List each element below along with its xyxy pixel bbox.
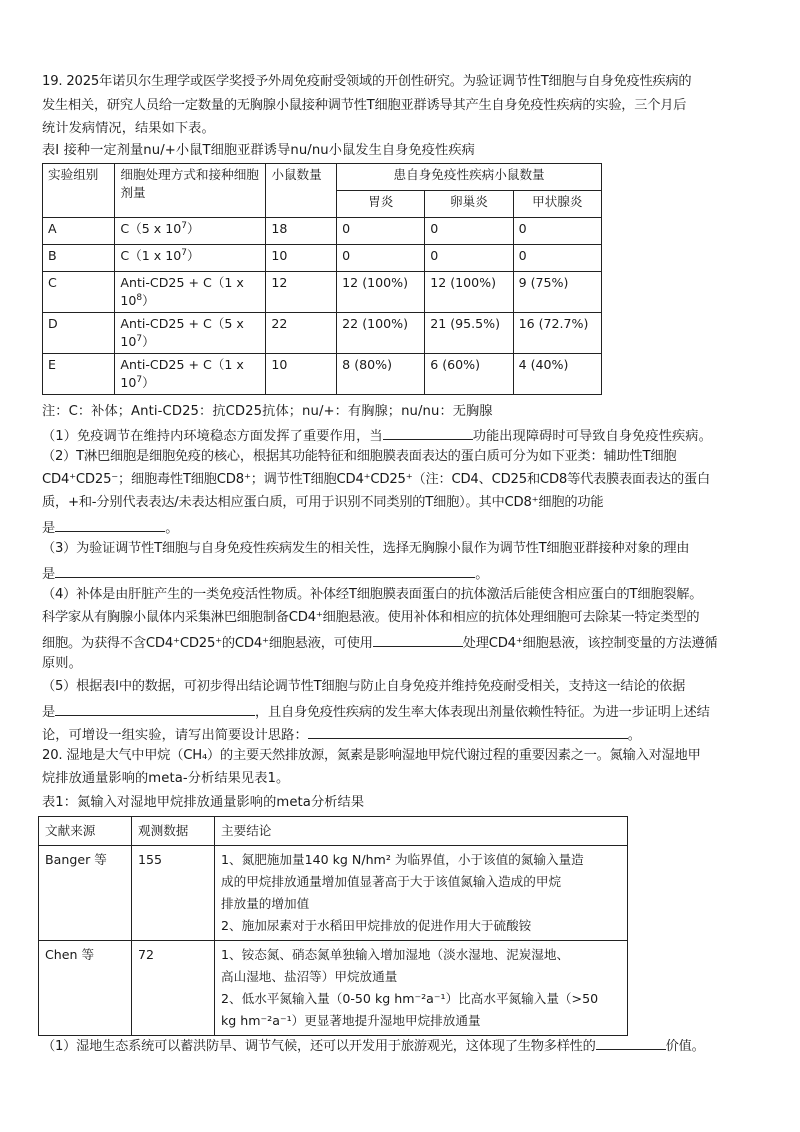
q19-results-table (42, 163, 602, 395)
cell-ovary: 6 (60%) (425, 354, 513, 395)
cell-count: 10 (266, 245, 337, 272)
cell-count: 10 (266, 354, 337, 395)
q20-intro-line-1: 20. 湿地是大气中甲烷（CH₄）的主要天然排放源，氮素是影响湿地甲烷代谢过程的重要因素之一。氮输入对湿地甲 (42, 748, 701, 763)
header-observations: 观测数据 (132, 817, 215, 846)
cell-source: Chen 等 (39, 941, 132, 1036)
cell-source: Banger 等 (39, 846, 132, 941)
cell-group: D (43, 313, 115, 354)
q19-part-3-line-2: 是 。 (42, 564, 772, 583)
q19-part-1: （1）免疫调节在维持内环境稳态方面发挥了重要作用，当 功能出现障碍时可导致自身免疫性疾病。 (42, 426, 772, 445)
answer-blank[interactable] (55, 564, 475, 578)
table-header-row (43, 164, 602, 191)
cell-ovary: 0 (425, 218, 513, 245)
table-row (43, 354, 602, 395)
q20-table-title: 表1：氮输入对湿地甲烷排放通量影响的meta分析结果 (42, 795, 365, 810)
header-source: 文献来源 (39, 817, 132, 846)
table-header-row (39, 817, 628, 846)
cell-conclusion: 1、氮肥施加量140 kg N/hm² 为临界值，小于该值的氮输入量造 成的甲烷排放通量增加值显著高于大于该值氮输入造成的甲烷 排放量的增加值 2、施加尿素对于水稻田甲烷排放的促进作用大于硫酸铵 (215, 846, 628, 941)
q19-table-note: 注：C：补体；Anti-CD25：抗CD25抗体；nu/+：有胸腺；nu/nu：无胸腺 (42, 404, 493, 419)
table-row (43, 218, 602, 245)
header-disease: 患自身免疫性疾病小鼠数量 (337, 164, 602, 191)
header-ovary: 卵巢炎 (425, 191, 513, 218)
cell-group: E (43, 354, 115, 395)
cell-stomach: 8 (80%) (337, 354, 425, 395)
cell-treatment: Anti-CD25 + C（1 x $10^8$） (115, 272, 266, 313)
table-row (39, 941, 628, 1036)
q20-part-1: （1）湿地生态系统可以蓄洪防旱、调节气候，还可以开发用于旅游观光，这体现了生物多样性的 价值。 (42, 1036, 772, 1055)
cell-treatment: C（5 x $10^7$） (115, 218, 266, 245)
header-treatment: 细胞处理方式和接种细胞剂量 (115, 164, 266, 218)
q19-part-5-line-3: 论，可增设一组实验，请写出简要设计思路： 。 (42, 725, 772, 744)
q19-part-4-line-4: 原则。 (42, 656, 82, 671)
cell-stomach: 0 (337, 245, 425, 272)
cell-treatment: C（1 x $10^7$） (115, 245, 266, 272)
cell-treatment: Anti-CD25 + C（1 x $10^7$） (115, 354, 266, 395)
answer-blank[interactable] (55, 702, 255, 716)
q19-part-4-line-2: 科学家从有胸腺小鼠体内采集淋巴细胞制备CD4⁺细胞悬液。使用补体和相应的抗体处理细胞可去除某一特定类型的 (42, 610, 700, 625)
q19-intro-line-2: 发生相关，研究人员给一定数量的无胸腺小鼠接种调节性T细胞亚群诱导其产生自身免疫性疾病的实验，三个月后 (42, 98, 687, 113)
cell-thyroid: 4 (40%) (513, 354, 601, 395)
table-row (43, 272, 602, 313)
cell-thyroid: 16 (72.7%) (513, 313, 601, 354)
cell-stomach: 0 (337, 218, 425, 245)
answer-blank[interactable] (383, 426, 473, 440)
q20-meta-table (38, 816, 628, 1036)
cell-treatment: Anti-CD25 + C（5 x $10^7$） (115, 313, 266, 354)
answer-blank[interactable] (308, 725, 628, 739)
cell-group: B (43, 245, 115, 272)
table-row (39, 846, 628, 941)
cell-ovary: 12 (100%) (425, 272, 513, 313)
cell-observations: 72 (132, 941, 215, 1036)
header-thyroid: 甲状腺炎 (513, 191, 601, 218)
q19-intro-line-3: 统计发病情况，结果如下表。 (42, 121, 215, 136)
header-count: 小鼠数量 (266, 164, 337, 218)
cell-thyroid: 9 (75%) (513, 272, 601, 313)
cell-observations: 155 (132, 846, 215, 941)
answer-blank[interactable] (55, 518, 165, 532)
cell-thyroid: 0 (513, 245, 601, 272)
q19-part-3-line-1: （3）为验证调节性T细胞与自身免疫性疾病发生的相关性，选择无胸腺小鼠作为调节性T细胞亚群接种对象的理由 (42, 541, 690, 556)
cell-count: 22 (266, 313, 337, 354)
cell-conclusion: 1、铵态氮、硝态氮单独输入增加湿地（淡水湿地、泥炭湿地、 高山湿地、盐沼等）甲烷放通量 2、低水平氮输入量（0-50 kg hm⁻²a⁻¹）比高水平氮输入量（>50 kg hm⁻²a⁻¹）更显著地提升湿地甲烷排放通量 (215, 941, 628, 1036)
cell-group: C (43, 272, 115, 313)
q19-table-title: 表Ⅰ 接种一定剂量nu/+小鼠T细胞亚群诱导nu/nu小鼠发生自身免疫性疾病 (42, 143, 475, 158)
table-row (43, 313, 602, 354)
cell-ovary: 21 (95.5%) (425, 313, 513, 354)
q19-part-5-line-2: 是 ，且自身免疫性疾病的发生率大体表现出剂量依赖性特征。为进一步证明上述结 (42, 702, 772, 721)
cell-ovary: 0 (425, 245, 513, 272)
header-conclusion: 主要结论 (215, 817, 628, 846)
cell-group: A (43, 218, 115, 245)
cell-stomach: 12 (100%) (337, 272, 425, 313)
q19-part-2-line-2: CD4⁺CD25⁻；细胞毒性T细胞CD8⁺；调节性T细胞CD4⁺CD25⁺（注：CD4、CD25和CD8等代表膜表面表达的蛋白 (42, 472, 710, 487)
q19-part-2-line-1: （2）T淋巴细胞是细胞免疫的核心，根据其功能特征和细胞膜表面表达的蛋白质可分为如下亚类：辅助性T细胞 (42, 449, 677, 464)
cell-count: 18 (266, 218, 337, 245)
header-stomach: 胃炎 (337, 191, 425, 218)
q19-part-2-line-4: 是 。 (42, 518, 772, 537)
cell-thyroid: 0 (513, 218, 601, 245)
cell-stomach: 22 (100%) (337, 313, 425, 354)
header-group: 实验组别 (43, 164, 115, 218)
q19-part-4-line-1: （4）补体是由肝脏产生的一类免疫活性物质。补体经T细胞膜表面蛋白的抗体激活后能使含相应蛋白的T细胞裂解。 (42, 587, 703, 602)
answer-blank[interactable] (373, 633, 463, 647)
q19-part-4-line-3: 细胞。为获得不含CD4⁺CD25⁺的CD4⁺细胞悬液，可使用 处理CD4⁺细胞悬液，该控制变量的方法遵循 (42, 633, 772, 652)
q20-intro-line-2: 烷排放通量影响的meta-分析结果见表1。 (42, 771, 290, 786)
q19-intro-line-1: 19. 2025年诺贝尔生理学或医学奖授予外周免疫耐受领域的开创性研究。为验证调节性T细胞与自身免疫性疾病的 (42, 74, 692, 89)
q19-part-2-line-3: 质，+和-分别代表表达/未表达相应蛋白质，可用于识别不同类别的T细胞）。其中CD8⁺细胞的功能 (42, 495, 604, 510)
q19-part-5-line-1: （5）根据表Ⅰ中的数据，可初步得出结论调节性T细胞与防止自身免疫并维持免疫耐受相关，支持这一结论的依据 (42, 679, 686, 694)
answer-blank[interactable] (596, 1036, 666, 1050)
cell-count: 12 (266, 272, 337, 313)
table-row (43, 245, 602, 272)
